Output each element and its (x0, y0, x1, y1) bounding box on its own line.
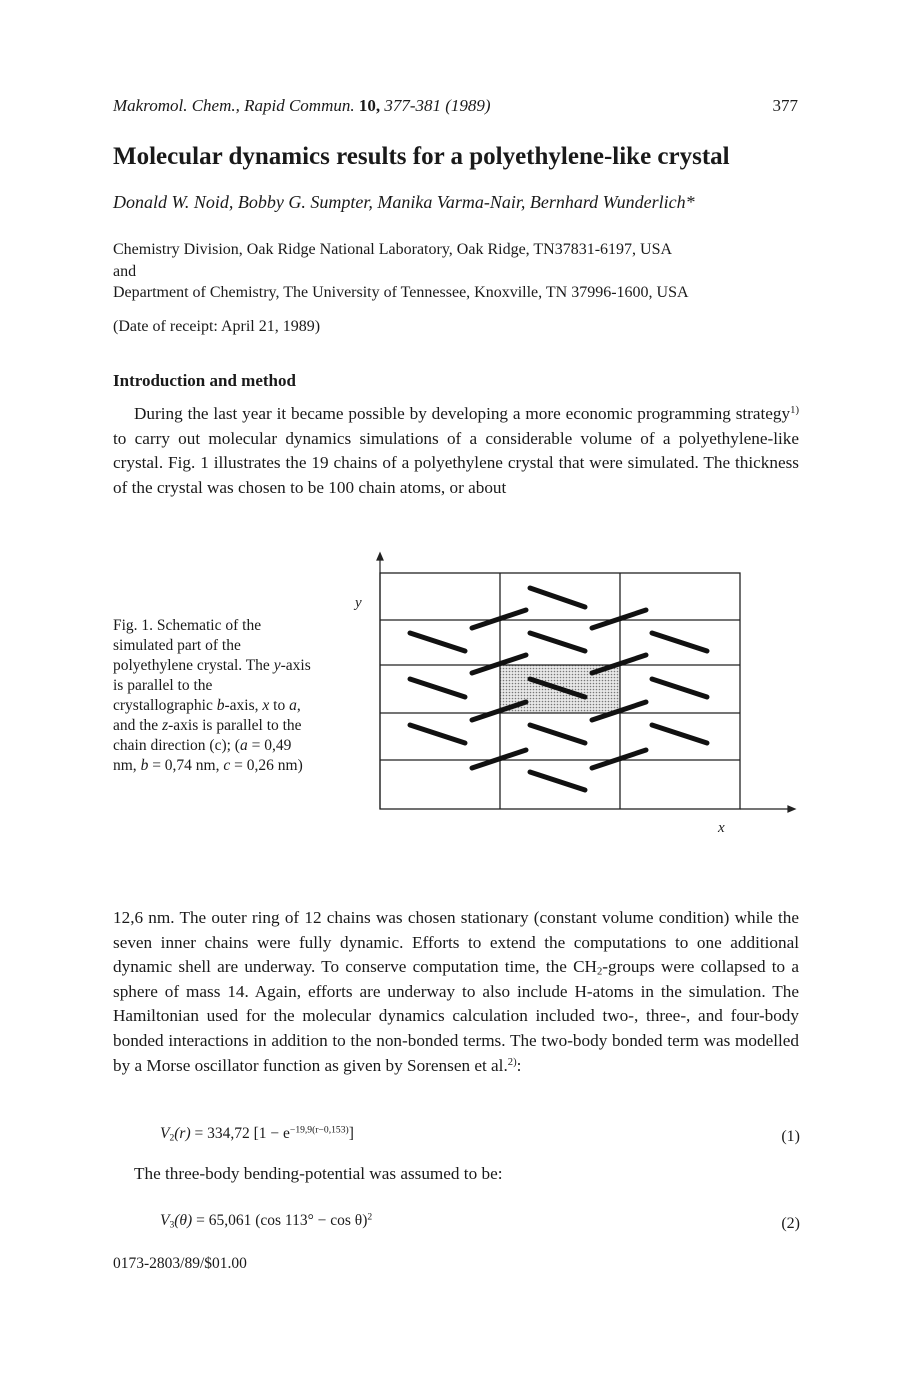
caption-text: to (269, 697, 290, 714)
para2-text-b: -groups were collapsed to a sphere of mass 14. Again, efforts are underway to also include H-atoms in the simulation. The Hamiltonian used for the molecular dynamics calculation included two-, three-, and four-body bonded interactions in addition to the non-bonded terms. The two-body bonded term was modelled by a Morse oscillator function as given by Sorensen et al. (113, 957, 800, 1075)
subscript-2: 2 (596, 966, 603, 978)
article-title: Molecular dynamics results for a polyethylene-like crystal (113, 143, 730, 170)
chain-bar (410, 633, 465, 651)
chain-bar (410, 679, 465, 697)
caption-text: = 0,74 nm, (148, 757, 224, 774)
reference-2: 2) (507, 1056, 517, 1068)
three-body-text: The three-body bending-potential was assumed to be: (134, 1164, 503, 1183)
eq2-v: V (160, 1212, 170, 1229)
chain-bar (592, 610, 646, 628)
equation-1-number: (1) (781, 1128, 800, 1145)
eq1-sub: 2 (169, 1132, 175, 1144)
equation-2 (160, 1212, 372, 1230)
eq1-rhs: = 334,72 [1 − e (190, 1125, 290, 1142)
x-axis-label: x (718, 820, 725, 836)
caption-italic: c (223, 757, 231, 774)
caption-italic: a (289, 697, 297, 714)
caption-text: Fig. 1. Schematic of the simulated part of the polyethylene crystal. The (113, 617, 274, 674)
caption-text: = 0,49 nm, (113, 737, 292, 774)
author-list: Donald W. Noid, Bobby G. Sumpter, Manika Varma-Nair, Bernhard Wunderlich* (113, 192, 695, 212)
page-number: 377 (772, 96, 798, 115)
para2-text-a: 12,6 nm. The outer ring of 12 chains was chosen stationary (constant volume condition) while the seven inner chains were fully dynamic. Efforts to extend the computations to one additional dynamic shell are underway. To conserve computation time, the CH (113, 908, 799, 977)
caption-text: = 0,26 nm) (230, 757, 303, 774)
para2-text-c: : (516, 1055, 522, 1075)
eq1-exponent: −19,9(r−0,153) (289, 1124, 349, 1136)
chain-bar (530, 588, 585, 607)
caption-italic: b (216, 697, 225, 714)
affiliation-line-1: Chemistry Division, Oak Ridge National Laboratory, Oak Ridge, TN37831-6197, USA (113, 241, 673, 258)
journal-citation (113, 96, 491, 116)
crystal-schematic-figure (340, 550, 810, 840)
date-of-receipt: (Date of receipt: April 21, 1989) (113, 318, 321, 335)
chain-bar (530, 772, 585, 790)
eq2-rhs: = 65,061 (cos 113° − cos θ) (192, 1212, 368, 1229)
eq1-arg: (r) (174, 1125, 191, 1142)
chain-bar (652, 679, 707, 697)
eq2-arg: (θ) (174, 1212, 193, 1229)
caption-italic: b (140, 757, 149, 774)
caption-italic: a (239, 737, 248, 754)
eq1-tail: ] (348, 1125, 354, 1142)
chain-bar (472, 750, 526, 768)
chain-bar (530, 633, 585, 651)
chain-bar (652, 725, 707, 743)
affiliation-line-3: Department of Chemistry, The University of Tennessee, Knoxville, TN 37996-1600, USA (113, 284, 689, 301)
caption-italic: z (162, 717, 169, 734)
caption-text: -axis is parallel to the crystallographic (113, 657, 311, 714)
para1-text-a: During the last year it became possible by developing a more economic programming strategy (134, 404, 791, 423)
eq2-exponent: 2 (367, 1211, 373, 1223)
reference-1: 1) (790, 405, 799, 417)
footer-code: 0173-2803/89/$01.00 (113, 1255, 247, 1272)
caption-text: -axis, (224, 697, 263, 714)
equation-1 (160, 1125, 354, 1143)
y-axis-label: y (355, 595, 362, 611)
eq2-sub: 3 (169, 1219, 175, 1231)
chain-bar (592, 750, 646, 768)
paragraph-method (113, 906, 799, 1078)
eq1-v: V (160, 1125, 170, 1142)
chain-bar (472, 610, 526, 628)
affiliation-line-2: and (113, 262, 137, 280)
journal-name: Makromol. Chem., Rapid Commun. (113, 96, 355, 115)
journal-volume: 10, (358, 96, 381, 115)
caption-text: , and the (113, 697, 301, 734)
section-heading: Introduction and method (113, 371, 296, 390)
equation-2-number: (2) (781, 1215, 800, 1232)
caption-italic: y (273, 657, 281, 674)
chain-bar (530, 725, 585, 743)
affiliations (113, 239, 813, 304)
caption-italic: x (262, 697, 270, 714)
para1-text-b: to carry out molecular dynamics simulations of a considerable volume of a polyethylene-like crystal. Fig. 1 illustrates the 19 chains of a polyethylene crystal that were simulated. The thickness of the crystal was chosen to be 100 chain atoms, or about (113, 428, 799, 497)
chain-bar (652, 633, 707, 651)
figure-caption (113, 616, 313, 776)
journal-pages-year: 377-381 (1989) (384, 96, 491, 115)
paragraph-intro (113, 402, 799, 500)
caption-text: -axis is parallel to the chain direction (c); ( (113, 717, 302, 754)
chain-bar (410, 725, 465, 743)
